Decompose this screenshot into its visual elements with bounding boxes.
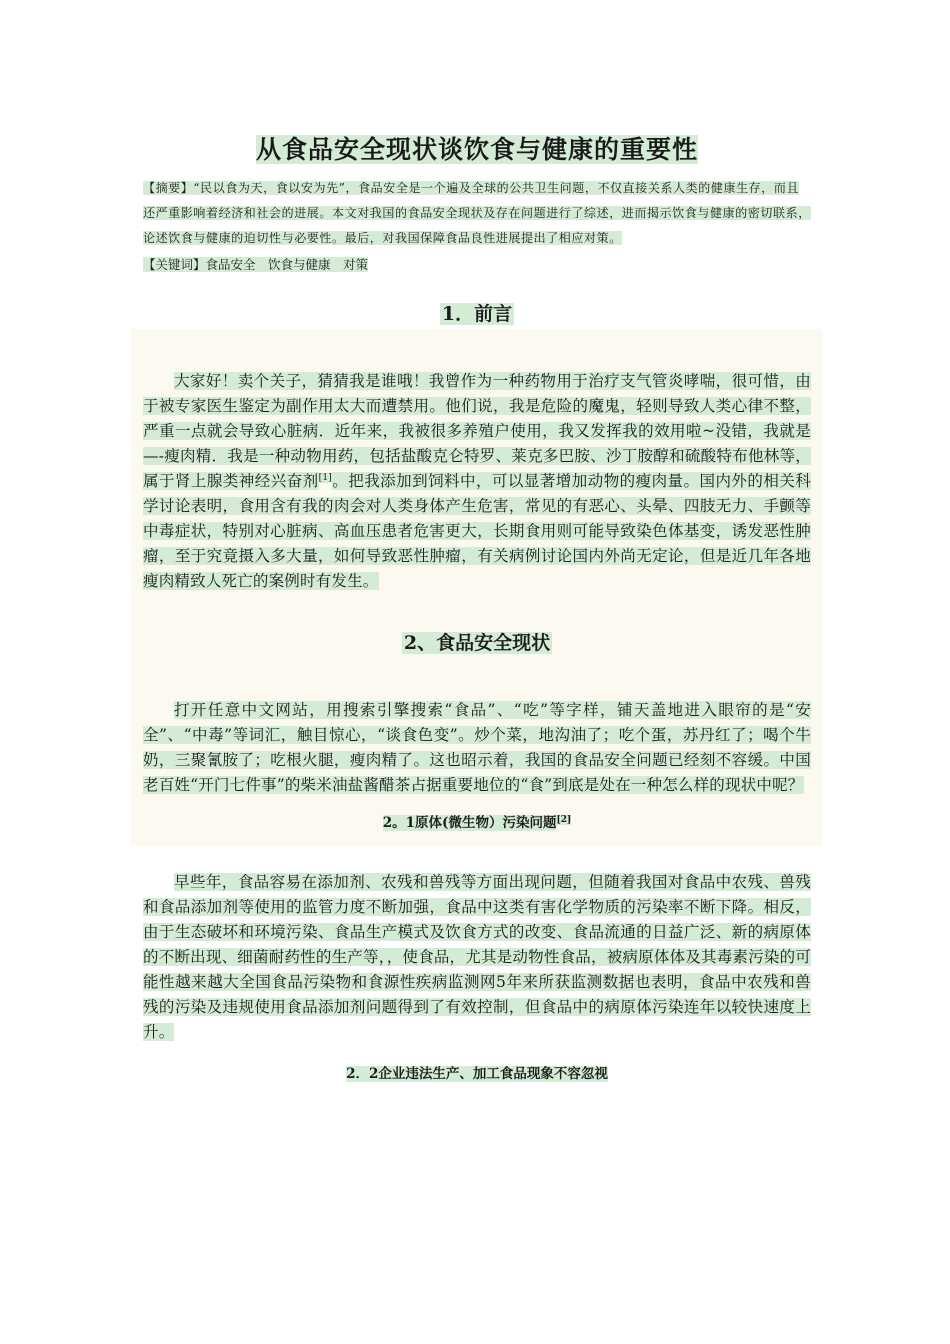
paragraph-status-text: 打开任意中文网站，用搜索引擎搜索“食品”、“吃”等字样，铺天盖地进入眼帘的是“安全”、“中毒”等词汇，触目惊心，“谈食色变”。炒个菜，地沟油了；吃个蛋，苏丹红了；喝个牛奶，三聚氰胺了；吃根火腿，瘦肉精了。这也昭示着，我国的食品安全问题已经刻不容缓。中国老百姓“开门七件事”的柴米油盐酱醋茶占据重要地位的“食”到底是处在一种怎么样的现状中呢？: [143, 701, 811, 794]
section-heading-status-text: 2、食品安全现状: [403, 632, 551, 654]
section-heading-status: [143, 628, 811, 658]
subsection-heading-pathogen-text: 2。1原体(微生物）污染问题: [382, 815, 557, 831]
document-page: [143, 128, 811, 1087]
section-intro-body: [131, 329, 823, 846]
paragraph-intro: [143, 369, 811, 594]
abstract: [143, 176, 811, 251]
paragraph-intro-part1: 大家好！卖个关子，猜猜我是谁哦！我曾作为一种药物用于治疗支气管炎哮喘，很可惜，由于被专家医生鉴定为副作用太大而遭禁用。他们说，我是危险的魔鬼，轻则导致人类心律不整，严重一点就会导致心脏病．近年来，我被很多养殖户使用，我又发挥我的效用啦~没错，我就是—-瘦肉精．我是一种动物用药，包括盐酸克仑特罗、莱克多巴胺、沙丁胺醇和硫酸特布他林等，属于肾上腺类神经兴奋剂: [143, 372, 811, 490]
paragraph-pathogen: [143, 870, 811, 1045]
citation-ref-2: [2]: [556, 814, 572, 825]
paragraph-status: [143, 698, 811, 798]
abstract-text: 【摘要】“民以食为天，食以安为先”，食品安全是一个遍及全球的公共卫生问题，不仅直接关系人类的健康生存，而且还严重影响着经济和社会的进展。本文对我国的食品安全现状及存在问题进行了综述，进而揭示饮食与健康的密切联系，论述饮食与健康的迫切性与必要性。最后，对我国保障食品良性进展提出了相应对策。: [143, 181, 811, 245]
paragraph-intro-part2: 。把我添加到饲料中，可以显著增加动物的瘦肉量。国内外的相关科学讨论表明，食用含有我的肉会对人类身体产生危害，常见的有恶心、头晕、四肢无力、手颤等中毒症状，特别对心脏病、高血压患者危害更大，长期食用则可能导致染色体基变，诱发恶性肿瘤，至于究竟摄入多大量，如何导致恶性肿瘤，有关病例讨论国内外尚无定论，但是近几年各地瘦肉精致人死亡的案例时有发生。: [143, 472, 811, 590]
subsection-heading-illegal-production-text: 2．2企业违法生产、加工食品现象不容忽视: [346, 1066, 608, 1082]
keywords: [143, 253, 811, 277]
paragraph-pathogen-text: 早些年，食品容易在添加剂、农残和兽残等方面出现问题，但随着我国对食品中农残、兽残和食品添加剂等使用的监管力度不断加强，食品中这类有害化学物质的污染率不断下降。相反，由于生态破坏和环境污染、食品生产模式及饮食方式的改变、食品流通的日益广泛、新的病原体的不断出现、细菌耐药性的生产等，，使食品，尤其是动物性食品，被病原体体及其毒素污染的可能性越来越大全国食品污染物和食源性疾病监测网5年来所获监测数据也表明，食品中农残和兽残的污染及违规使用食品添加剂问题得到了有效控制，但食品中的病原体污染连年以较快速度上升。: [143, 873, 811, 1041]
citation-ref-1: [1]: [318, 472, 332, 483]
section-heading-intro-text: 1．前言: [441, 303, 513, 325]
subsection-heading-pathogen: [143, 810, 811, 836]
keywords-text: 【关键词】食品安全 饮食与健康 对策: [143, 257, 369, 272]
document-title: [143, 128, 811, 172]
subsection-heading-illegal-production: [143, 1061, 811, 1087]
section-heading-intro: [143, 299, 811, 329]
title-text: 从食品安全现状谈饮食与健康的重要性: [255, 135, 698, 164]
